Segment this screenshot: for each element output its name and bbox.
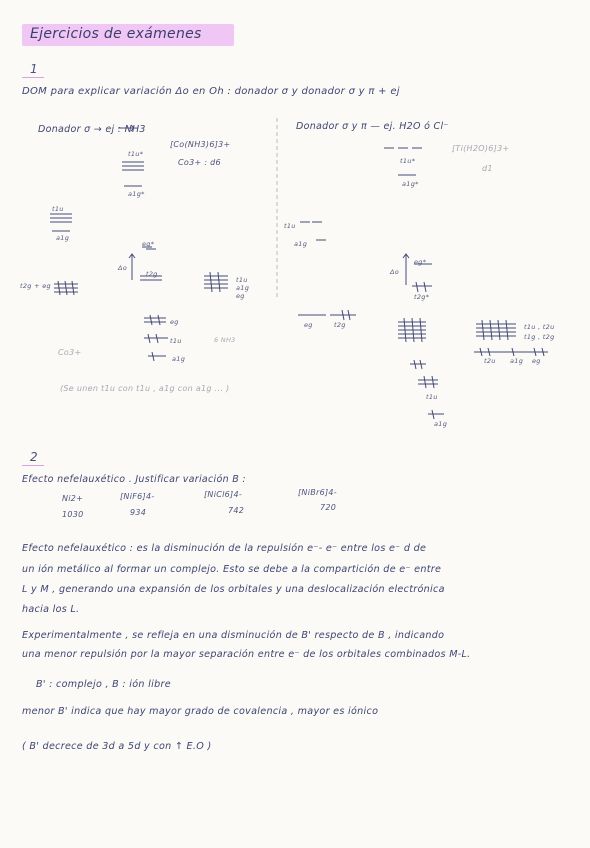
left-config: Co3+ : d6 bbox=[178, 158, 221, 167]
left-donor-label: Donador σ → ej : NH3 bbox=[38, 124, 146, 135]
exercise-1-underline bbox=[22, 77, 44, 78]
ion-value-4: 720 bbox=[320, 503, 337, 512]
right-t2u: t2u bbox=[484, 357, 496, 365]
right-eg-star: eg* bbox=[414, 258, 427, 266]
trend-line: ( B' decrece de 3d a 5d y con ↑ E.O ) bbox=[22, 741, 212, 752]
right-a1g-star: a1g* bbox=[402, 180, 419, 188]
definition-line-4: hacia los L. bbox=[22, 604, 80, 615]
definition-line-2: un ión metálico al formar un complejo. Esto se debe a la compartición de e⁻ entre bbox=[22, 564, 442, 575]
left-bottom-a1g: a1g bbox=[172, 355, 186, 363]
conclusion-line: menor B' indica que hay mayor grado de covalencia , mayor es iónico bbox=[22, 706, 379, 717]
left-ion-label: Co3+ bbox=[58, 348, 82, 357]
right-bottom-t1u: t1u bbox=[426, 393, 438, 401]
ion-value-1: 1030 bbox=[62, 510, 84, 519]
left-eg: eg bbox=[170, 318, 179, 326]
definition-line-3: L y M , generando una expansión de los orbitales y una deslocalización electrónica bbox=[22, 584, 445, 595]
exercise-2-number: 2 bbox=[30, 450, 38, 464]
right-t1u: t1u bbox=[284, 222, 296, 230]
left-a1g: a1g bbox=[56, 234, 70, 242]
right-ligand-top: t1u , t2u bbox=[524, 323, 555, 331]
definition-line-1: Efecto nefelauxético : es la disminución de la repulsión e⁻- e⁻ entre los e⁻ d de bbox=[22, 543, 427, 554]
right-ligand-mid: t1g , t2g bbox=[524, 333, 555, 341]
ion-name-3: [NiCl6]4- bbox=[204, 490, 243, 499]
definitions-line: B' : complejo , B : ión libre bbox=[36, 679, 171, 690]
right-eg-ligand: eg bbox=[532, 357, 541, 365]
experimental-line-2: una menor repulsión por la mayor separación entre e⁻ de los orbitales combinados M-L. bbox=[22, 649, 471, 660]
left-ligand-a1g: a1g bbox=[236, 284, 250, 292]
right-config: d1 bbox=[482, 164, 493, 173]
right-delta: Δo bbox=[390, 268, 400, 276]
right-t2g-star: t2g* bbox=[414, 293, 430, 301]
left-eg-star: eg* bbox=[142, 240, 155, 248]
left-t2g: t2g bbox=[146, 270, 158, 278]
right-bottom-a1g: a1g bbox=[434, 420, 448, 428]
right-a1g-ligand: a1g bbox=[510, 357, 524, 365]
left-delta: Δo bbox=[118, 264, 128, 272]
left-complex: [Co(NH3)6]3+ bbox=[170, 140, 231, 149]
right-t1u-star: t1u* bbox=[400, 157, 416, 165]
ion-name-1: Ni2+ bbox=[62, 494, 84, 503]
left-t1u-star: t1u* bbox=[128, 150, 144, 158]
left-ligand-eg: eg bbox=[236, 292, 245, 300]
right-t2g: t2g bbox=[334, 321, 346, 329]
page-title: Ejercicios de exámenes bbox=[30, 26, 202, 42]
left-note: (Se unen t1u con t1u , a1g con a1g ... ) bbox=[60, 384, 230, 393]
ion-value-2: 934 bbox=[130, 508, 147, 517]
left-ligand-t1u: t1u bbox=[236, 276, 248, 284]
ion-value-3: 742 bbox=[228, 506, 245, 515]
left-t2g-eg: t2g + eg bbox=[20, 282, 51, 290]
left-bottom-t1u: t1u bbox=[170, 337, 182, 345]
exercise-1-number: 1 bbox=[30, 62, 38, 76]
ion-name-2: [NiF6]4- bbox=[120, 492, 155, 501]
right-eg: eg bbox=[304, 321, 313, 329]
left-t1u: t1u bbox=[52, 205, 64, 213]
left-ligands-label: 6 NH3 bbox=[214, 336, 236, 344]
experimental-line-1: Experimentalmente , se refleja en una disminución de B' respecto de B , indicando bbox=[22, 630, 445, 641]
exercise-2-underline bbox=[22, 465, 44, 466]
right-a1g: a1g bbox=[294, 240, 308, 248]
exercise-1-heading: DOM para explicar variación Δo en Oh : donador σ y donador σ y π + ej bbox=[22, 86, 400, 97]
left-a1g-star: a1g* bbox=[128, 190, 145, 198]
right-donor-label: Donador σ y π — ej. H2O ó Cl⁻ bbox=[296, 121, 449, 132]
right-complex: [Ti(H2O)6]3+ bbox=[452, 144, 510, 153]
exercise-2-heading: Efecto nefelauxético . Justificar variación B : bbox=[22, 474, 246, 485]
ion-name-4: [NiBr6]4- bbox=[298, 488, 337, 497]
